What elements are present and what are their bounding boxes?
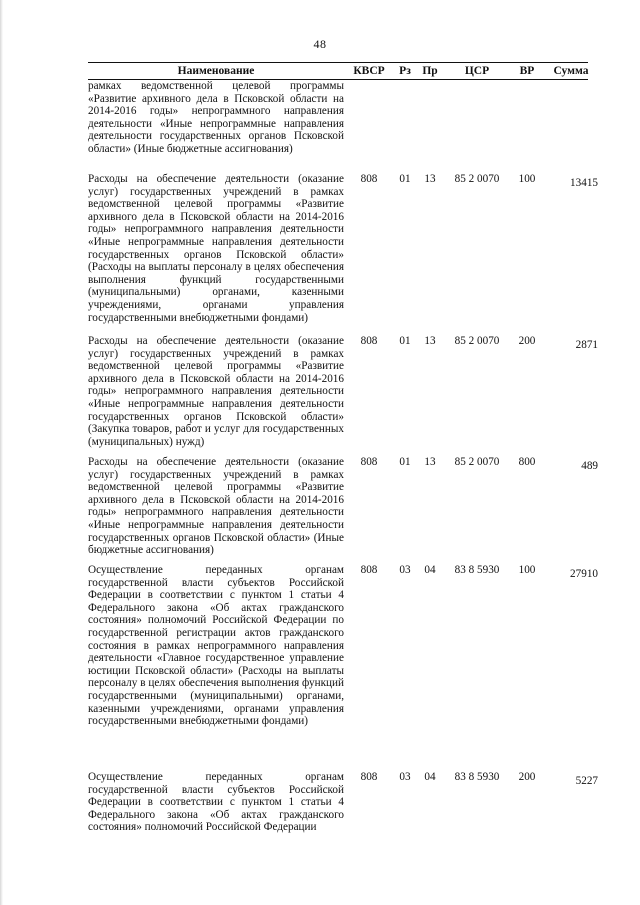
row-rz: 01 <box>399 456 411 468</box>
row-kvsr: 808 <box>360 335 378 347</box>
header-vr: ВР <box>519 65 535 77</box>
row-name: Осуществление переданных органам государственной власти субъектов Российской Федерации в соответствии с пунктом 1 статьи 4 Федерального закона «Об актах гражданского состояния» полномочий Российской Федерации <box>88 771 344 834</box>
row-csr: 83 8 5930 <box>454 564 500 576</box>
row-rz: 01 <box>399 335 411 347</box>
row-rz: 03 <box>399 564 411 576</box>
page-number: 48 <box>313 37 327 51</box>
row-sum: 489 <box>581 460 598 472</box>
row-name: рамках ведомственной целевой программы «Развитие архивного дела в Псковской области на 2014-2016 годы» непрограммного направления деятельности «Иные непрограммные направления деятельности государственных органов Псковской области» (Иные бюджетные ассигнования) <box>88 80 344 155</box>
row-sum: 13415 <box>570 177 598 189</box>
row-vr: 200 <box>518 335 536 347</box>
row-kvsr: 808 <box>360 771 378 783</box>
header-csr: ЦСР <box>464 65 490 77</box>
header-sum: Сумма <box>553 65 589 77</box>
row-pr: 13 <box>424 173 436 185</box>
table-header <box>88 62 588 80</box>
row-sum: 5227 <box>575 775 598 787</box>
row-pr: 13 <box>424 456 436 468</box>
row-name: Расходы на обеспечение деятельности (оказание услуг) государственных учреждений в рамках ведомственной целевой программы «Развитие архивного дела в Псковской области на 2014-2016 годы» непрограммного направления деятельности «Иные непрограммные направления деятельности государственных органов Псковской области» (Расходы на выплаты персоналу в целях обеспечения выполнения функций государственными (муниципальными) органами, казенными учреждениями, органами управления государственными внебюджетными фондами) <box>88 173 344 324</box>
header-name: Наименование <box>177 65 255 77</box>
row-csr: 85 2 0070 <box>454 173 500 185</box>
table-row <box>88 771 598 841</box>
row-csr: 85 2 0070 <box>454 335 500 347</box>
row-pr: 04 <box>424 771 436 783</box>
table-row <box>88 335 598 455</box>
table-row <box>88 80 588 166</box>
row-vr: 800 <box>518 456 536 468</box>
table-row <box>88 564 598 764</box>
row-name: Расходы на обеспечение деятельности (оказание услуг) государственных учреждений в рамках ведомственной целевой программы «Развитие архивного дела в Псковской области на 2014-2016 годы» непрограммного направления деятельности «Иные непрограммные направления деятельности государственных органов Псковской области» (Иные бюджетные ассигнования) <box>88 456 344 557</box>
row-csr: 85 2 0070 <box>454 456 500 468</box>
row-sum: 27910 <box>570 568 598 580</box>
row-vr: 100 <box>518 173 536 185</box>
row-kvsr: 808 <box>360 564 378 576</box>
row-csr: 83 8 5930 <box>454 771 500 783</box>
header-pr: Пр <box>422 65 438 77</box>
row-name: Расходы на обеспечение деятельности (оказание услуг) государственных учреждений в рамках ведомственной целевой программы «Развитие архивного дела в Псковской области на 2014-2016 годы» непрограммного направления деятельности «Иные непрограммные направления деятельности государственных органов Псковской области» (Закупка товаров, работ и услуг для государственных (муниципальных) нужд) <box>88 335 344 448</box>
header-rz: Рз <box>399 65 411 77</box>
row-rz: 01 <box>399 173 411 185</box>
row-name: Осуществление переданных органам государственной власти субъектов Российской Федерации в соответствии с пунктом 1 статьи 4 Федерального закона «Об актах гражданского состояния» полномочий Российской Федерации по государственной регистрации актов гражданского состояния в рамках непрограммного направления деятельности «Главное государственное управление юстиции Псковской области» (Расходы на выплаты персоналу в целях обеспечения выполнения функций государственными (муниципальными) органами, казенными учреждениями, органами управления государственными внебюджетными фондами) <box>88 564 344 728</box>
row-vr: 200 <box>518 771 536 783</box>
scan-edge <box>0 0 3 905</box>
header-kvsr: КВСР <box>353 65 385 77</box>
row-vr: 100 <box>518 564 536 576</box>
row-pr: 04 <box>424 564 436 576</box>
row-kvsr: 808 <box>360 456 378 468</box>
row-pr: 13 <box>424 335 436 347</box>
table-row <box>88 173 598 333</box>
row-rz: 03 <box>399 771 411 783</box>
row-kvsr: 808 <box>360 173 378 185</box>
row-sum: 2871 <box>575 339 598 351</box>
